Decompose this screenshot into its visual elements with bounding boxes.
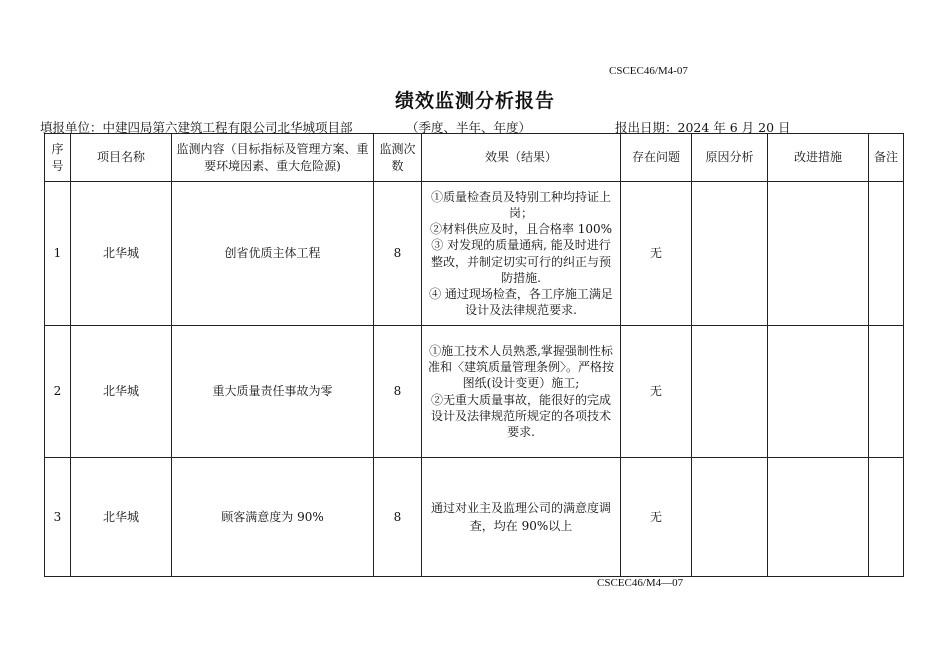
cell-count: 8 <box>374 182 422 326</box>
header-cause: 原因分析 <box>692 134 768 182</box>
effect-line: ①质量检查员及特别工种均持证上岗； <box>430 189 611 220</box>
cell-measure <box>768 458 869 577</box>
cell-issue: 无 <box>621 458 692 577</box>
cell-remark <box>869 326 904 458</box>
cell-effect: 通过对业主及监理公司的满意度调查，均在 90%以上 <box>422 458 621 577</box>
header-content: 监测内容（目标指标及管理方案、重要环境因素、重大危险源) <box>172 134 374 182</box>
cell-content: 重大质量责任事故为零 <box>172 326 374 458</box>
document-code-bottom: CSCEC46/M4—07 <box>597 577 684 589</box>
report-date: 报出日期：2024 年 6 月 20 日 <box>615 120 791 135</box>
cell-seq: 2 <box>45 326 71 458</box>
table-row <box>45 326 904 458</box>
table-header-row <box>45 134 904 182</box>
cell-content: 创省优质主体工程 <box>172 182 374 326</box>
cell-remark <box>869 182 904 326</box>
cell-project: 北华城 <box>71 326 172 458</box>
cell-project: 北华城 <box>71 458 172 577</box>
cell-seq: 3 <box>45 458 71 577</box>
cell-cause <box>692 182 768 326</box>
table-row <box>45 182 904 326</box>
cell-measure <box>768 326 869 458</box>
cell-cause <box>692 326 768 458</box>
report-table <box>44 133 904 577</box>
cell-effect <box>422 182 621 326</box>
cell-count: 8 <box>374 458 422 577</box>
cell-measure <box>768 182 869 326</box>
cell-issue: 无 <box>621 326 692 458</box>
page-title: 绩效监测分析报告 <box>394 90 555 112</box>
table-row <box>45 458 904 577</box>
cell-seq: 1 <box>45 182 71 326</box>
effect-line: ②无重大质量事故，能很好的完成设计及法律规范所规定的各项技术要求. <box>430 392 611 439</box>
header-project: 项目名称 <box>71 134 172 182</box>
effect-line: ②材料供应及时，且合格率 100% <box>429 222 613 237</box>
document-code-top: CSCEC46/M4-07 <box>609 65 688 77</box>
cell-issue: 无 <box>621 182 692 326</box>
cell-remark <box>869 458 904 577</box>
cell-effect <box>422 326 621 458</box>
header-count: 监测次数 <box>374 134 422 182</box>
header-issue: 存在问题 <box>621 134 692 182</box>
effect-line: ①施工技术人员熟悉,掌握强制性标准和〈建筑质量管理条例〉。严格按图纸(设计变更）施工; <box>427 343 614 391</box>
cell-count: 8 <box>374 326 422 458</box>
header-remark: 备注 <box>869 134 904 182</box>
header-effect: 效果（结果） <box>422 134 621 182</box>
cell-project: 北华城 <box>71 182 172 326</box>
reporting-unit: 填报单位：中建四局第六建筑工程有限公司北华城项目部 <box>40 120 353 135</box>
report-period: （季度、半年、年度） <box>406 120 532 135</box>
effect-line: ④ 通过现场检查，各工序施工满足设计及法律规范要求. <box>429 286 613 318</box>
header-seq: 序号 <box>45 134 71 182</box>
cell-cause <box>692 458 768 577</box>
cell-content: 顾客满意度为 90% <box>172 458 374 577</box>
effect-line: ③ 对发现的质量通病, 能及时进行整改，并制定切实可行的纠正与预防措施. <box>430 238 611 285</box>
header-measure: 改进措施 <box>768 134 869 182</box>
